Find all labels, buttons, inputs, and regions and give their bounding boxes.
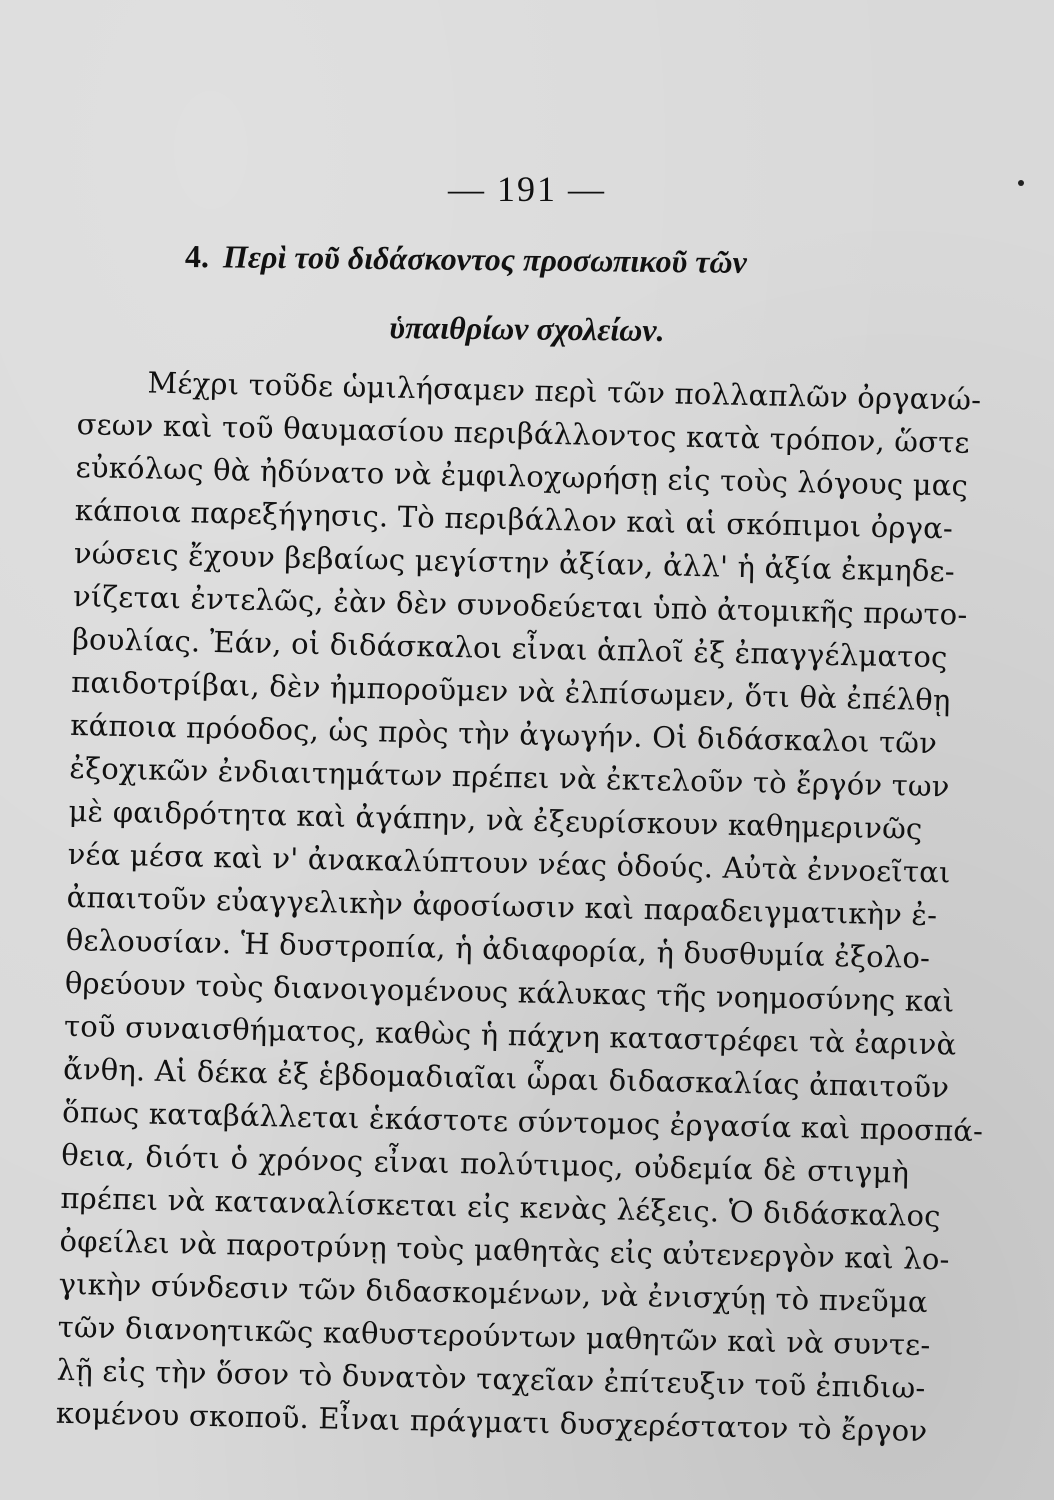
section-title-part-1: Περὶ τοῦ διδάσκοντος προσωπικοῦ τῶν [222,238,747,280]
text-line: κάποια παρεξήγησις. Τὸ περιβάλλον καὶ αἱ σκόπιμοι ὀργα- [74,492,954,546]
text-line: τῶν διανοητικῶς καθυστερούντων μαθητῶν καὶ νὰ συντε- [57,1309,931,1363]
text-line: πρέπει νὰ καταναλίσκεται εἰς κενὰς λέξεις. Ὁ διδάσκαλος [60,1180,942,1234]
section-number: 4. [184,238,210,275]
text-line: ἐξοχικῶν ἐνδιαιτημάτων πρέπει νὰ ἐκτελοῦν τὸ ἔργόν των [69,750,950,804]
body-paragraph [55,360,984,1453]
text-line: εὐκόλως θὰ ἠδύνατο νὰ ἐμφιλοχωρήσῃ εἰς τοὺς λόγους μας [75,449,969,503]
text-line: λῇ εἰς τὴν ὅσον τὸ δυνατὸν ταχεῖαν ἐπίτευξιν τοῦ ἐπιδιω- [56,1352,926,1405]
text-line: θεια, διότι ὁ χρόνος εἶναι πολύτιμος, οὐδεμία δὲ στιγμὴ [60,1137,910,1190]
text-line: θελουσίαν. Ἡ δυστροπία, ἡ ἀδιαφορία, ἡ δυσθυμία ἐξολο- [65,922,931,975]
section-heading-line-1 [185,238,865,282]
text-line: ὅπως καταβάλλεται ἑκάστοτε σύντομος ἐργασία καὶ προσπά- [61,1094,984,1149]
text-line: σεων καὶ τοῦ θαυμασίου περιβάλλοντος κατὰ τρόπον, ὥστε [76,406,971,460]
text-line: νέα μέσα καὶ ν' ἀνακαλύπτουν νέας ὁδούς. Αὐτὰ ἐννοεῖται [67,836,951,890]
section-title-part-2: ὑπαιθρίων σχολείων. [389,309,665,348]
text-line: μὲ φαιδρότητα καὶ ἀγάπην, νὰ ἐξευρίσκουν καθημερινῶς [68,793,923,846]
text-line: βουλίας. Ἐάν, οἱ διδάσκαλοι εἶναι ἁπλοῖ ἐξ ἐπαγγέλματος [71,621,948,675]
page-number: — 191 — [448,169,606,209]
text-line: παιδοτρίβαι, δὲν ἠμποροῦμεν νὰ ἐλπίσωμεν, ὅτι θὰ ἐπέλθῃ [70,664,951,718]
text-line: νίζεται ἐντελῶς, ἐὰν δὲν συνοδεύεται ὑπὸ ἀτομικῆς πρωτο- [72,578,968,632]
text-line: κομένου σκοποῦ. Εἶναι πράγματι δυσχερέστατον τὸ ἔργον [55,1395,928,1449]
text-line: ἄνθη. Αἱ δέκα ἐξ ἑβδομαδιαῖαι ὧραι διδασκαλίας ἀπαιτοῦν [62,1051,950,1105]
text-line: ὀφείλει νὰ παροτρύνῃ τοὺς μαθητὰς εἰς αὐτενεργὸν καὶ λο- [59,1223,950,1277]
text-line: γικὴν σύνδεσιν τῶν διδασκομένων, νὰ ἐνισχύῃ τὸ πνεῦμα [58,1266,929,1319]
text-line: ἀπαιτοῦν εὐαγγελικὴν ἀφοσίωσιν καὶ παραδειγματικὴν ἐ- [66,879,938,933]
text-line: κάποια πρόοδος, ὡς πρὸς τὴν ἀγωγήν. Οἱ διδάσκαλοι τῶν [69,707,938,761]
text-line: τοῦ συναισθήματος, καθὼς ἡ πάχνη καταστρέφει τὰ ἐαρινὰ [63,1008,957,1062]
text-line: θρεύουν τοὺς διανοιγομένους κάλυκας τῆς νοημοσύνης καὶ [64,965,955,1019]
text-line: νώσεις ἔχουν βεβαίως μεγίστην ἀξίαν, ἀλλ' ἡ ἀξία ἐκμηδε- [73,535,956,589]
text-line: Μέχρι τοῦδε ὡμιλήσαμεν περὶ τῶν πολλαπλῶν ὀργανώ- [147,365,982,417]
section-heading-line-2 [0,305,1054,353]
